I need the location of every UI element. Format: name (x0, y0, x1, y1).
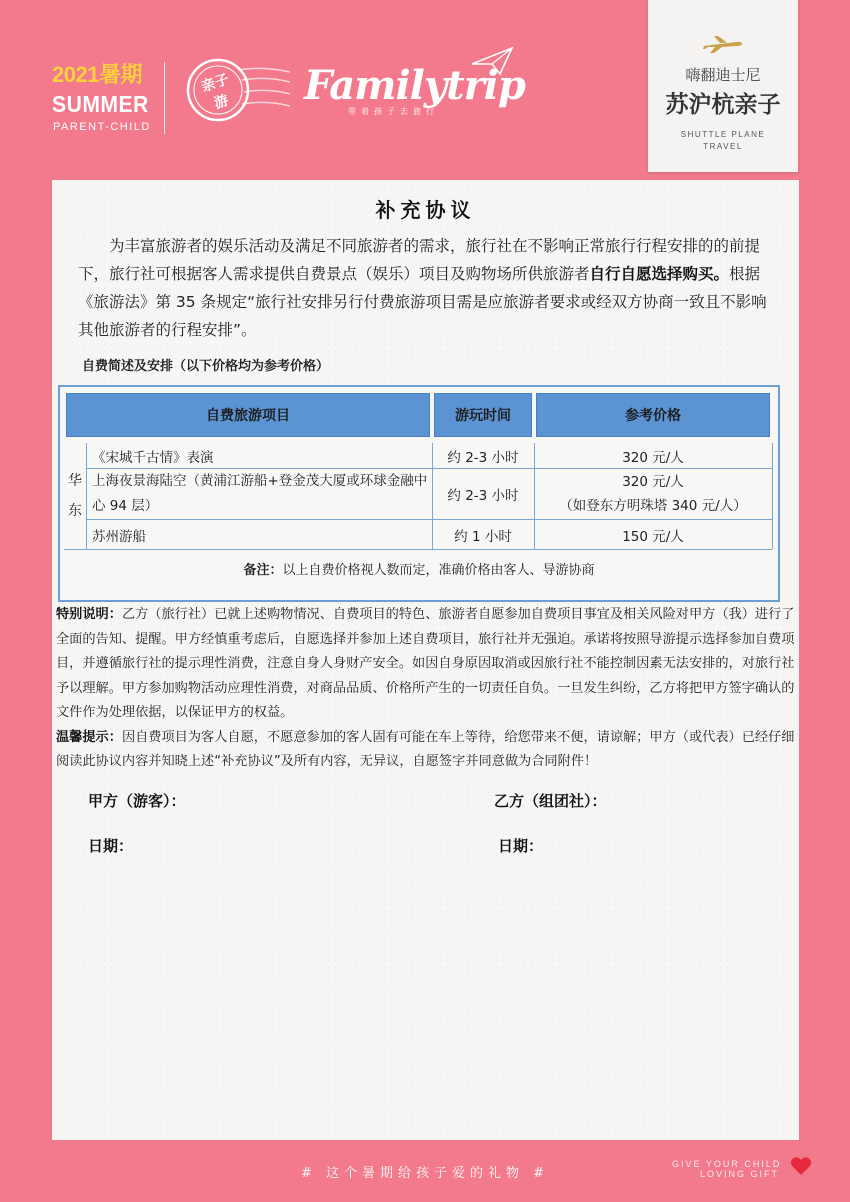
footer-slogan: # 这个暑期给孩子爱的礼物 # (300, 1166, 550, 1181)
date-label-b: 日期： (498, 837, 544, 855)
region-cell (64, 443, 86, 549)
stamp-logo (172, 40, 292, 140)
special-label: 特别说明： (56, 607, 122, 622)
intro-part2: 根据《旅游法》第 35 条规定“旅行社安排另行付费旅游项目需是应旅游者要求或经双方协商一致且不影响其他旅游者的行程安排”。 (78, 265, 767, 339)
tag-en-line1: SHUTTLE PLANE (680, 130, 766, 139)
document-title: 补充协议 (375, 198, 476, 222)
tag-en-line2: TRAVEL (703, 142, 743, 151)
table-header-time: 游玩时间 (434, 393, 532, 437)
tip-label: 温馨提示： (56, 729, 122, 745)
table-rule (772, 443, 773, 549)
special-text: 乙方（旅行社）已就上述购物情况、自费项目的特色、旅游者自愿参加自费项目事宜及相关风险对甲方（我）进行了全面的告知、提醒。甲方经慎重考虑后，自愿选择并参加上述自费项目，旅行社并无强迫。承诺将按照导游提示选择参加自费项目，并遵循旅行社的提示理性消费，注意自身人身财产安全。如因自身原因取消或因旅行社不能控制因素无法安排的，对旅行社予以理解。甲方参加购物活动应理性消费，对商品品质、价格所产生的一切责任自负。一旦发生纠纷，乙方将把甲方签字确认的文件作为处理依据，以保证甲方的权益。 (56, 607, 795, 720)
party-a-label: 甲方（游客）： (88, 792, 186, 810)
region-char: 东 (68, 503, 82, 519)
familytrip-logo (300, 46, 525, 126)
table-rule (432, 443, 433, 549)
row-time: 约 2-3 小时 (447, 488, 519, 504)
table-rule (86, 443, 87, 549)
table-rule (64, 549, 772, 550)
date-label-a: 日期： (88, 837, 134, 855)
brand-divider (164, 62, 165, 134)
intro-paragraph (78, 232, 778, 344)
row-item: 苏州游船 (92, 528, 146, 545)
heart-icon (790, 1156, 812, 1176)
tag-line2: 苏沪杭亲子 (665, 92, 781, 118)
special-notice (56, 603, 801, 775)
tag-line1: 嗨翻迪士尼 (685, 66, 761, 84)
table-header-item: 自费旅游项目 (66, 393, 430, 437)
row-price: 320 元/人 (622, 449, 684, 466)
price-table (58, 385, 780, 602)
tip-text: 因自费项目为客人自愿，不愿意参加的客人固有可能在车上等待，给您带来不便，请谅解；甲方（或代表）已经仔细阅读此协议内容并知晓上述“补充协议”及所有内容，无异议，自愿签字并同意做为合同附件！ (56, 729, 795, 769)
table-note-row (60, 559, 778, 578)
brand-parent-child: PARENT-CHILD (53, 121, 151, 133)
row-time: 约 1 小时 (454, 528, 512, 545)
footer-en-line2: LOVING GIFT (700, 1169, 780, 1179)
region-char: 华 (68, 473, 82, 489)
intro-bold: 自行自愿选择购买。 (589, 265, 730, 283)
row-time: 约 2-3 小时 (447, 449, 519, 466)
tag-card (648, 0, 798, 172)
brand-year: 2021暑期 (52, 62, 142, 87)
note-label: 备注： (243, 563, 283, 578)
footer-en-line1: GIVE YOUR CHILD (672, 1159, 782, 1169)
row-price (536, 469, 770, 519)
stamp-text: 亲子游 (199, 71, 232, 113)
row-price-note: （如登东方明珠塔 340 元/人） (559, 498, 747, 514)
logo-tagline: 带着孩子去旅行 (348, 107, 439, 116)
section-label: 自费简述及安排（以下价格均为参考价格） (82, 359, 330, 374)
brand-summer: SUMMER (52, 91, 149, 117)
logo-script: Familytrip (304, 62, 525, 109)
document-paper (52, 180, 799, 1140)
row-price: 150 元/人 (622, 528, 684, 545)
note-text: 以上自费价格视人数而定，准确价格由客人、导游协商 (282, 563, 595, 578)
party-b-label: 乙方（组团社）： (494, 792, 607, 810)
intro-part1: 为丰富旅游者的娱乐活动及满足不同旅游者的需求，旅行社在不影响正常旅行行程安排的的前提下，旅行社可根据客人需求提供自费景点（娱乐）项目及购物场所供旅游者 (78, 237, 761, 283)
row-item: 上海夜景海陆空（黄浦江游船+登金茂大厦或环球金融中心 94 层） (92, 473, 428, 514)
row-price-value: 320 元/人 (622, 474, 684, 490)
row-item: 《宋城千古情》表演 (92, 449, 214, 466)
table-rule (534, 443, 535, 549)
table-header-price: 参考价格 (536, 393, 770, 437)
airplane-icon (702, 34, 744, 54)
